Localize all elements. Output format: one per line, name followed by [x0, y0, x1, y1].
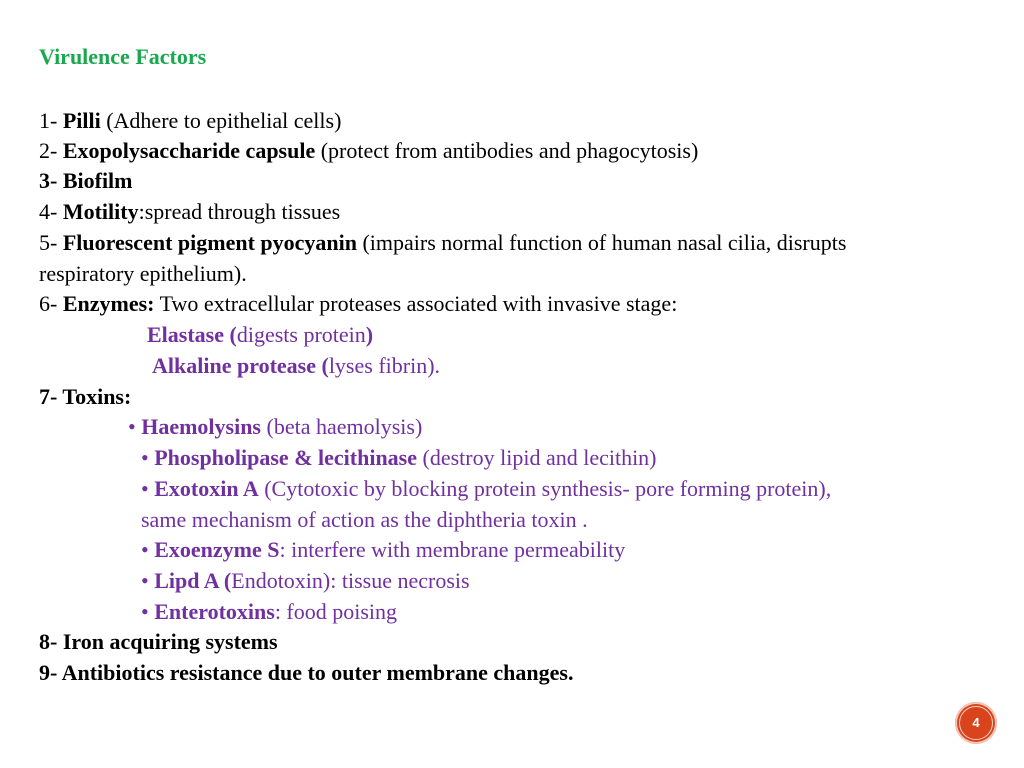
bullet: • — [141, 445, 155, 470]
toxin-desc: (Cytotoxic by blocking protein synthesis- pore forming protein), — [258, 476, 832, 501]
item-number: 2- — [39, 138, 63, 163]
item-desc: (Adhere to epithelial cells) — [100, 108, 342, 133]
page-number-badge — [955, 702, 997, 744]
toxin-desc: : interfere with membrane permeability — [279, 537, 626, 562]
slide-title: Virulence Factors — [39, 44, 207, 69]
bullet: • — [141, 537, 155, 562]
item-term: Fluorescent pigment pyocyanin — [62, 230, 357, 255]
toxin-phospholipase — [141, 444, 657, 472]
bullet: • — [141, 476, 155, 501]
enzyme-desc: digests protein — [236, 322, 366, 347]
toxin-term: Phospholipase & lecithinase — [154, 445, 418, 470]
item-5-continued: respiratory epithelium). — [39, 261, 247, 286]
enzyme-desc: lyses fibrin). — [328, 353, 441, 378]
toxin-desc: : food poising — [274, 599, 398, 624]
toxin-desc: (destroy lipid and lecithin) — [417, 445, 657, 470]
item-term: Enzymes: — [62, 291, 155, 316]
item-desc: :spread through tissues — [138, 199, 341, 224]
item-8: 8- Iron acquiring systems — [39, 629, 278, 654]
toxin-haemolysins — [128, 413, 422, 441]
item-7: 7- Toxins: — [39, 384, 132, 409]
item-number: 4- — [39, 199, 63, 224]
item-4 — [39, 198, 340, 226]
item-desc: (impairs normal function of human nasal cilia, disrupts — [356, 230, 847, 255]
bullet: • — [128, 414, 142, 439]
item-number: 5- — [39, 230, 63, 255]
toxin-term: Exotoxin A — [154, 476, 259, 501]
page-number: 4 — [972, 715, 980, 730]
enzyme-close: ) — [365, 322, 374, 347]
enzyme-term: Alkaline protease ( — [152, 353, 329, 378]
toxin-exoenzyme-s — [141, 536, 625, 564]
item-1 — [39, 107, 341, 135]
toxin-term: Exoenzyme S — [154, 537, 280, 562]
bullet: • — [141, 599, 155, 624]
item-term: Motility — [62, 199, 139, 224]
item-9: 9- Antibiotics resistance due to outer membrane changes. — [39, 660, 574, 685]
enzyme-alkaline-protease — [152, 352, 440, 380]
item-2 — [39, 137, 698, 165]
enzyme-term: Elastase ( — [147, 322, 237, 347]
toxin-term: Lipd A ( — [154, 568, 232, 593]
item-desc: (protect from antibodies and phagocytosis) — [315, 138, 699, 163]
toxin-exotoxin-a — [141, 475, 831, 503]
item-3: 3- Biofilm — [39, 168, 133, 193]
enzyme-elastase — [147, 321, 373, 349]
toxin-desc: (beta haemolysis) — [261, 414, 423, 439]
item-desc: Two extracellular proteases associated with invasive stage: — [154, 291, 678, 316]
toxin-exotoxin-a-continued: same mechanism of action as the diphtheria toxin . — [141, 507, 588, 532]
bullet: • — [141, 568, 155, 593]
toxin-term: Enterotoxins — [154, 599, 275, 624]
toxin-lipid-a — [141, 567, 470, 595]
item-6 — [39, 290, 677, 318]
toxin-enterotoxins — [141, 598, 397, 626]
item-number: 1- — [39, 108, 63, 133]
item-number: 6- — [39, 291, 63, 316]
item-5 — [39, 229, 846, 257]
toxin-term: Haemolysins — [141, 414, 261, 439]
toxin-desc: Endotoxin): tissue necrosis — [231, 568, 470, 593]
item-term: Pilli — [62, 108, 101, 133]
item-term: Exopolysaccharide capsule — [62, 138, 316, 163]
